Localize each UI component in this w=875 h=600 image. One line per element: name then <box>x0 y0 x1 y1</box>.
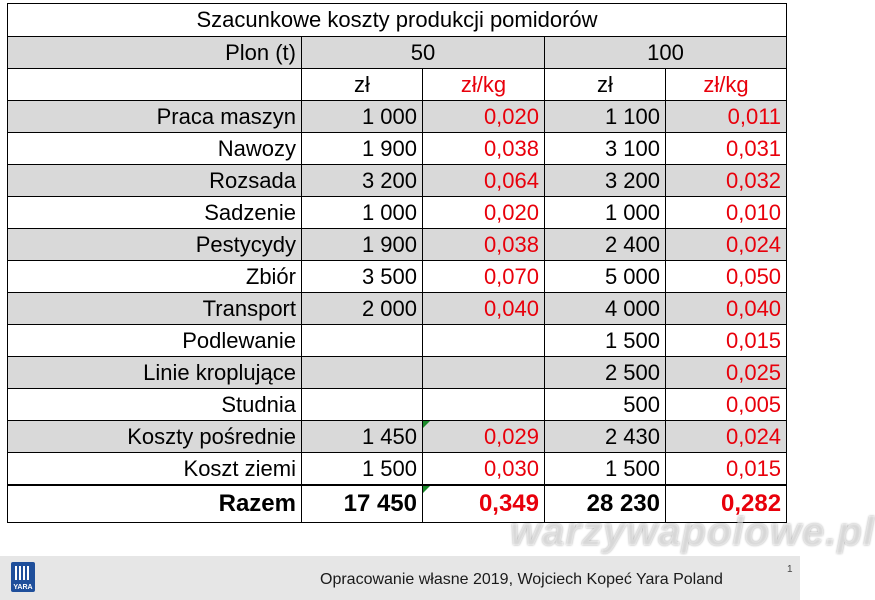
yield-100: 100 <box>545 37 787 69</box>
cost-zlkg-100: 0,010 <box>666 197 787 229</box>
row-label: Studnia <box>8 389 302 421</box>
cost-zlkg-50: 0,029 <box>423 421 545 453</box>
cost-zlkg-100: 0,031 <box>666 133 787 165</box>
cost-zl-100: 3 100 <box>545 133 666 165</box>
watermark: warzywapolowe.pl <box>510 510 875 554</box>
cost-zlkg-50: 0,038 <box>423 133 545 165</box>
cost-zl-100: 4 000 <box>545 293 666 325</box>
unit-zl-50: zł <box>302 69 423 101</box>
cost-zl-50: 3 500 <box>302 261 423 293</box>
row-label: Rozsada <box>8 165 302 197</box>
row-label: Zbiór <box>8 261 302 293</box>
cost-zl-100: 1 000 <box>545 197 666 229</box>
title-row <box>8 4 787 37</box>
cost-zlkg-50: 0,038 <box>423 229 545 261</box>
viking-ship-icon <box>15 566 31 580</box>
unit-row-empty <box>8 69 302 101</box>
table-row <box>8 357 787 389</box>
table-row <box>8 293 787 325</box>
cost-zl-100: 3 200 <box>545 165 666 197</box>
table-row <box>8 261 787 293</box>
table-row <box>8 197 787 229</box>
total-zlkg-50: 0,349 <box>423 485 545 523</box>
table-row <box>8 165 787 197</box>
cost-zlkg-50: 0,020 <box>423 197 545 229</box>
row-label: Nawozy <box>8 133 302 165</box>
logo-text: YARA <box>13 584 33 591</box>
row-label: Podlewanie <box>8 325 302 357</box>
yield-row <box>8 37 787 69</box>
cost-zlkg-100: 0,011 <box>666 101 787 133</box>
cost-zlkg-100: 0,005 <box>666 389 787 421</box>
table-row <box>8 389 787 421</box>
table-row <box>8 101 787 133</box>
cost-zl-50: 1 000 <box>302 197 423 229</box>
table-row <box>8 421 787 453</box>
yield-label: Plon (t) <box>8 37 302 69</box>
cost-zl-100: 2 500 <box>545 357 666 389</box>
cost-zl-50 <box>302 357 423 389</box>
cost-zlkg-100: 0,024 <box>666 421 787 453</box>
cost-zlkg-50: 0,040 <box>423 293 545 325</box>
cost-zlkg-100: 0,050 <box>666 261 787 293</box>
cost-zl-50: 1 450 <box>302 421 423 453</box>
total-zl-50: 17 450 <box>302 485 423 523</box>
cost-zl-50: 1 500 <box>302 453 423 486</box>
table-title: Szacunkowe koszty produkcji pomidorów <box>8 4 787 37</box>
cost-zl-50: 1 900 <box>302 133 423 165</box>
cost-zl-100: 2 430 <box>545 421 666 453</box>
page-number: 1 <box>787 564 793 575</box>
cost-zl-50 <box>302 389 423 421</box>
cost-zl-100: 5 000 <box>545 261 666 293</box>
unit-row <box>8 69 787 101</box>
cost-zl-50: 1 900 <box>302 229 423 261</box>
cost-zlkg-100: 0,015 <box>666 453 787 486</box>
cost-zl-50 <box>302 325 423 357</box>
cost-zlkg-100: 0,024 <box>666 229 787 261</box>
cost-zlkg-100: 0,032 <box>666 165 787 197</box>
row-label: Sadzenie <box>8 197 302 229</box>
cost-zlkg-50: 0,064 <box>423 165 545 197</box>
cost-zl-100: 1 100 <box>545 101 666 133</box>
cost-zl-100: 1 500 <box>545 325 666 357</box>
table-row <box>8 453 787 486</box>
table-row <box>8 229 787 261</box>
row-label: Pestycydy <box>8 229 302 261</box>
cost-zl-100: 500 <box>545 389 666 421</box>
source-note: Opracowanie własne 2019, Wojciech Kopeć Yara Poland <box>320 571 723 588</box>
unit-zlkg-50: zł/kg <box>423 69 545 101</box>
row-label: Koszty pośrednie <box>8 421 302 453</box>
cost-zlkg-50: 0,070 <box>423 261 545 293</box>
unit-zlkg-100: zł/kg <box>666 69 787 101</box>
cost-zlkg-50: 0,020 <box>423 101 545 133</box>
cost-zlkg-100: 0,025 <box>666 357 787 389</box>
row-label: Transport <box>8 293 302 325</box>
cost-zl-50: 3 200 <box>302 165 423 197</box>
cost-zlkg-50 <box>423 357 545 389</box>
cost-zlkg-50: 0,030 <box>423 453 545 486</box>
yield-50: 50 <box>302 37 545 69</box>
unit-zl-100: zł <box>545 69 666 101</box>
cost-table <box>7 3 787 523</box>
cost-zl-100: 2 400 <box>545 229 666 261</box>
total-zlkg-100: 0,282 <box>666 485 787 523</box>
total-zl-100: 28 230 <box>545 485 666 523</box>
cost-zlkg-50 <box>423 325 545 357</box>
row-label: Koszt ziemi <box>8 453 302 486</box>
cost-zlkg-50 <box>423 389 545 421</box>
cost-zl-50: 2 000 <box>302 293 423 325</box>
footer-bar <box>0 556 800 600</box>
row-label: Linie kroplujące <box>8 357 302 389</box>
total-label: Razem <box>8 485 302 523</box>
table-row <box>8 133 787 165</box>
cost-zl-100: 1 500 <box>545 453 666 486</box>
table-row <box>8 325 787 357</box>
total-row <box>8 485 787 523</box>
cost-zlkg-100: 0,015 <box>666 325 787 357</box>
cost-zl-50: 1 000 <box>302 101 423 133</box>
row-label: Praca maszyn <box>8 101 302 133</box>
cost-zlkg-100: 0,040 <box>666 293 787 325</box>
yara-logo-icon <box>11 562 35 592</box>
